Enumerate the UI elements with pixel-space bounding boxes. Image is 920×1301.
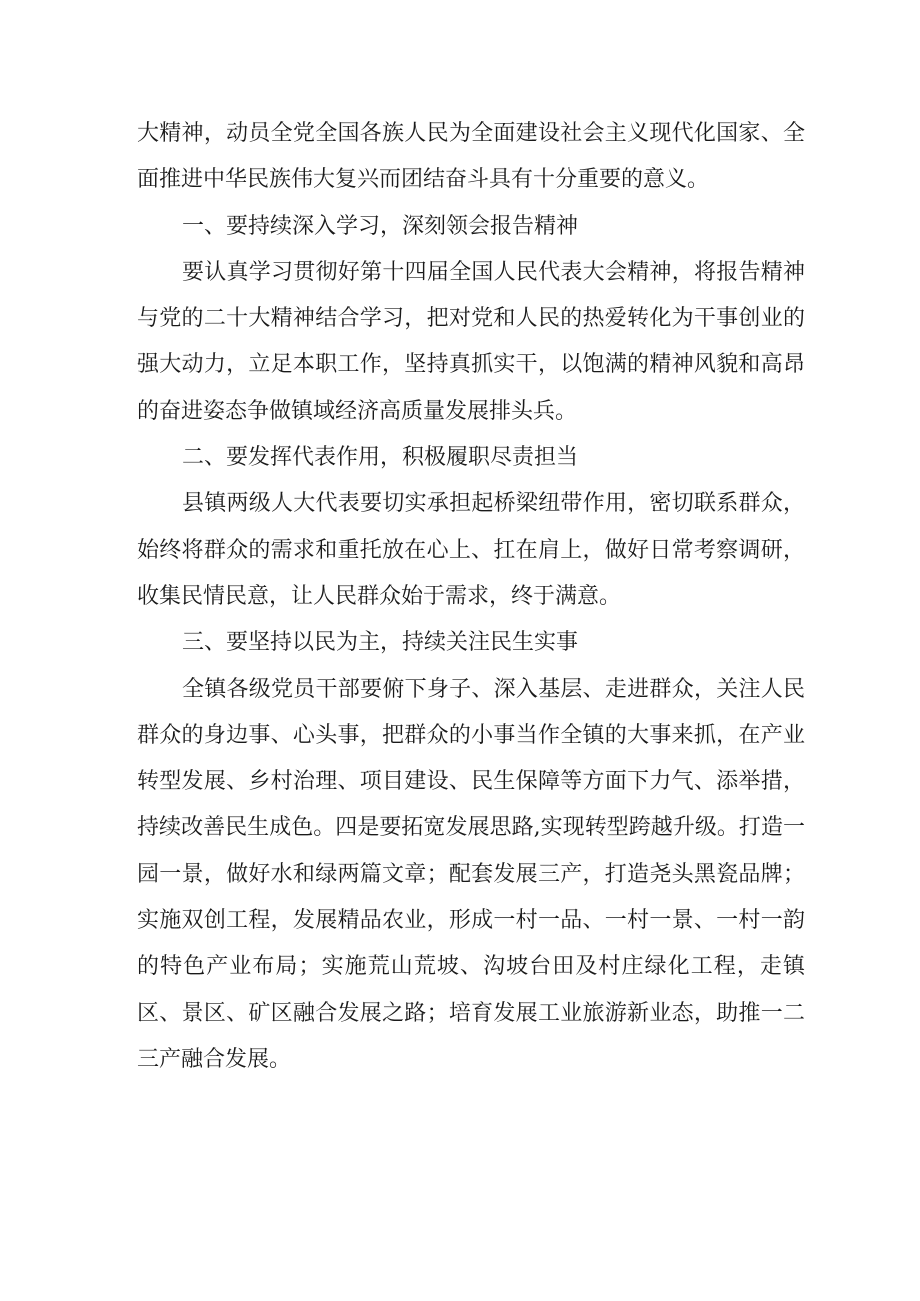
paragraph-section-3: 全镇各级党员干部要俯下身子、深入基层、走进群众，关注人民群众的身边事、心头事，把群众的小事当作全镇的大事来抓，在产业转型发展、乡村治理、项目建设、民生保障等方面下力气、添举措，持续改善民生成色。四是要拓宽发展思路,实现转型跨越升级。打造一园一景，做好水和绿两篇文章；配套发展三产，打造尧头黑瓷品牌；实施双创工程，发展精品农业，形成一村一品、一村一景、一村一韵的特色产业布局；实施荒山荒坡、沟坡台田及村庄绿化工程，走镇区、景区、矿区融合发展之路；培育发展工业旅游新业态，助推一二三产融合发展。 [137, 676, 805, 1072]
section-heading-2: 二、要发挥代表作用，积极履职尽责担当 [182, 445, 579, 471]
document-body [137, 111, 805, 1083]
paragraph-section-2: 县镇两级人大代表要切实承担起桥梁纽带作用，密切联系群众，始终将群众的需求和重托放在心上、扛在肩上，做好日常考察调研，收集民情民意，让人民群众始于需求，终于满意。 [137, 491, 805, 609]
section-heading-1: 一、要持续深入学习，深刻领会报告精神 [182, 213, 579, 239]
paragraph-section-1: 要认真学习贯彻好第十四届全国人民代表大会精神，将报告精神与党的二十大精神结合学习，把对党和人民的热爱转化为干事创业的强大动力，立足本职工作，坚持真抓实干，以饱满的精神风貌和高昂的奋进姿态争做镇域经济高质量发展排头兵。 [137, 259, 805, 424]
paragraph-continuation: 大精神，动员全党全国各族人民为全面建设社会主义现代化国家、全面推进中华民族伟大复兴而团结奋斗具有十分重要的意义。 [137, 121, 805, 193]
section-heading-3: 三、要坚持以民为主，持续关注民生实事 [182, 630, 579, 656]
